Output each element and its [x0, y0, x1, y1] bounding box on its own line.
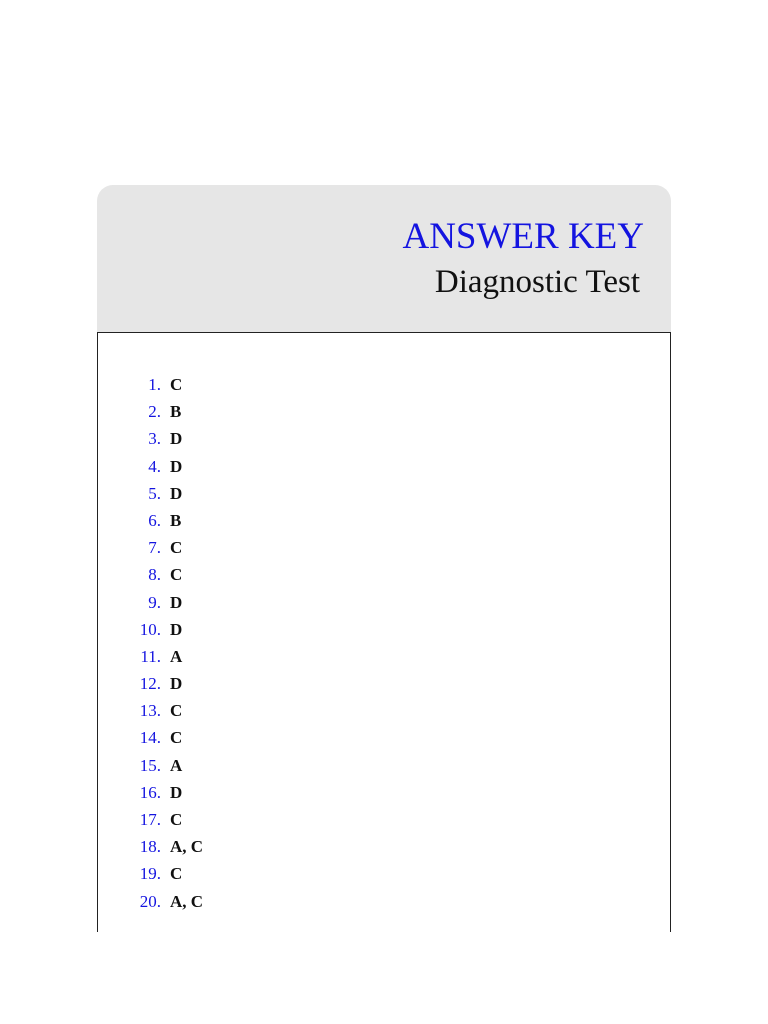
answer-value: C [170, 810, 183, 829]
question-number: 10. [139, 619, 161, 639]
answer-value: A, C [170, 891, 204, 911]
answer-row-1 [98, 371, 670, 398]
answer-row-16 [98, 779, 670, 806]
answer-value: D [170, 592, 183, 612]
answer-value: D [170, 674, 183, 694]
answer-value: C [170, 375, 183, 394]
answer-value: B [170, 402, 182, 422]
answer-value: C [170, 728, 183, 748]
question-number: 14. [139, 728, 161, 748]
answer-row-14 [98, 724, 670, 751]
answer-row-11 [98, 643, 670, 670]
card-body [97, 333, 671, 932]
answer-value: C [170, 538, 183, 558]
question-number: 16. [139, 782, 161, 802]
answer-value: A [170, 646, 183, 666]
question-number: 15. [139, 755, 161, 775]
answer-row-8 [98, 561, 670, 588]
answer-row-7 [98, 534, 670, 561]
answer-row-4 [98, 453, 670, 480]
question-number: 11. [140, 646, 161, 666]
answer-row-20 [98, 888, 670, 915]
answer-key-card [97, 185, 671, 932]
question-number: 5. [148, 483, 161, 503]
answer-row-12 [98, 670, 670, 697]
answer-row-15 [98, 752, 670, 779]
answer-value: C [170, 701, 183, 721]
answer-row-17 [98, 806, 670, 833]
answer-list [98, 371, 670, 915]
answer-row-2 [98, 398, 670, 425]
question-number: 6. [148, 510, 161, 530]
answer-value: B [170, 510, 182, 530]
page-subtitle: Diagnostic Test [434, 264, 640, 300]
answer-row-9 [98, 589, 670, 616]
answer-value: C [170, 864, 183, 884]
question-number: 4. [148, 456, 161, 476]
question-number: 18. [139, 837, 161, 857]
answer-value: A [170, 755, 183, 775]
answer-row-13 [98, 697, 670, 724]
answer-row-19 [98, 860, 670, 887]
question-number: 20. [139, 891, 161, 911]
answer-value: C [170, 565, 183, 585]
question-number: 19. [139, 864, 161, 884]
question-number: 12. [139, 674, 161, 694]
question-number: 2. [148, 402, 161, 422]
answer-value: D [170, 619, 183, 639]
question-number: 17. [139, 810, 161, 829]
answer-value: D [170, 456, 183, 476]
answer-row-18 [98, 833, 670, 860]
page-title: ANSWER KEY [402, 216, 644, 257]
answer-value: D [170, 483, 183, 503]
question-number: 13. [139, 701, 161, 721]
answer-row-5 [98, 480, 670, 507]
answer-row-6 [98, 507, 670, 534]
answer-row-10 [98, 616, 670, 643]
question-number: 7. [148, 538, 161, 558]
question-number: 9. [148, 592, 161, 612]
card-header [97, 185, 671, 333]
answer-row-3 [98, 425, 670, 452]
answer-value: D [170, 782, 183, 802]
question-number: 1. [148, 375, 161, 394]
answer-value: A, C [170, 837, 204, 857]
question-number: 8. [148, 565, 161, 585]
answer-value: D [170, 429, 183, 449]
question-number: 3. [148, 429, 161, 449]
